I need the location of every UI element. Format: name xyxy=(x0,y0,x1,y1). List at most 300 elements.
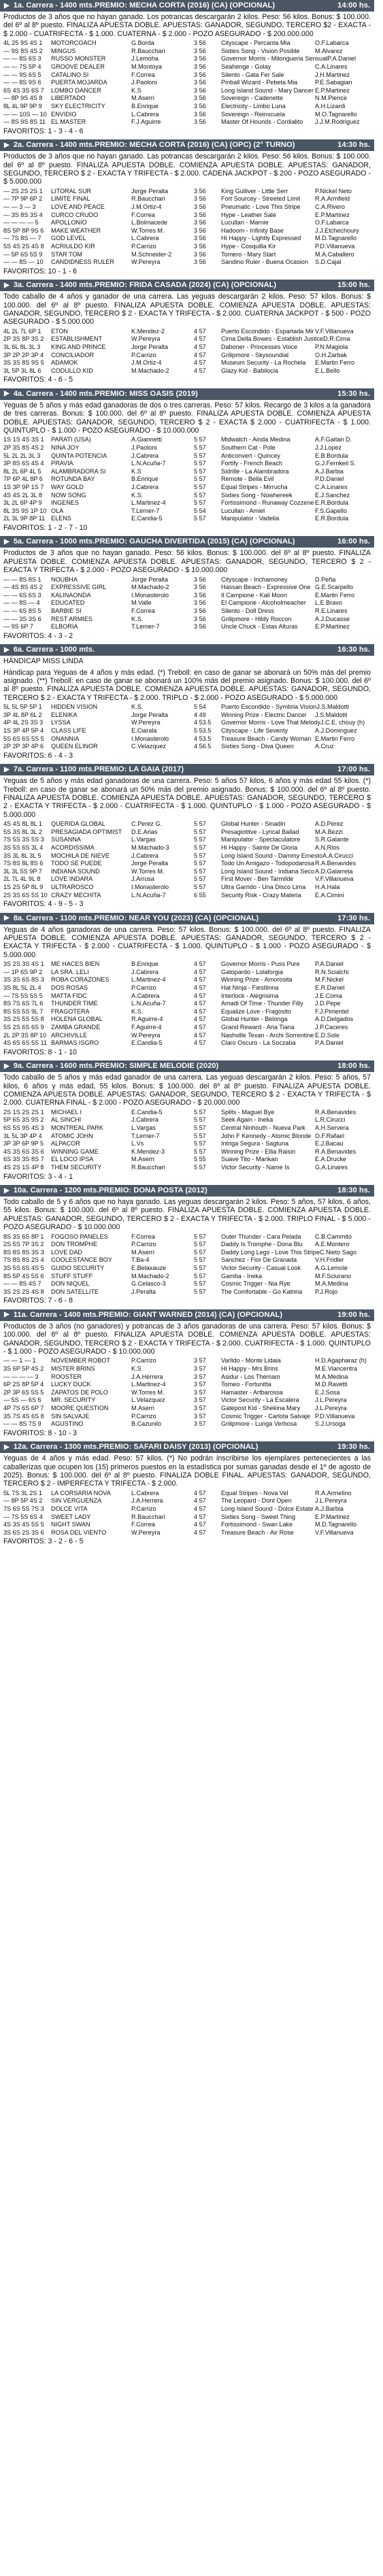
entry-jockey: R.Baucchari xyxy=(131,47,165,54)
entry-form: 8L 2L 6P 4L 5 xyxy=(3,467,41,475)
entry-jockey: L.Cabrera xyxy=(131,1489,159,1496)
entry-form: — — 3S 3S 6 xyxy=(3,615,41,622)
entry-age-weight: 5 57 xyxy=(194,452,206,459)
entry-trainer: R.A.Benavides xyxy=(315,1108,356,1116)
entry-age-weight: 5 57 xyxy=(194,1163,206,1171)
entry-pedigree: Sovereign - Reinscuela xyxy=(221,110,286,118)
entry-pedigree: Fortify - French Beach xyxy=(221,460,282,467)
entry-horse-name: ENVIDIO xyxy=(51,110,77,118)
triangle-right-icon: ▶ xyxy=(4,1443,10,1451)
entry-pedigree: Sovereign - Cadenette xyxy=(221,95,283,102)
entry-form: — 9S 8S 4S 2 xyxy=(3,47,43,54)
entry-pedigree: Gatopardo - Lolaforgia xyxy=(221,968,283,975)
entry-pedigree: Splits - Maguel Bye xyxy=(221,1108,275,1116)
entry-trainer: A.E.Montero xyxy=(315,1241,350,1248)
entry-jockey: D.E.Arias xyxy=(131,828,158,835)
entry-trainer: A.D.Delgados xyxy=(315,1016,354,1023)
entry-horse-name: LOVE INDARA xyxy=(51,875,93,883)
entry-row xyxy=(3,1148,371,1156)
favorites: FAVORITOS: 6 - 4 - 3 xyxy=(3,751,73,760)
entry-jockey: M.Valle xyxy=(131,599,152,607)
entry-trainer: G.A.Linares xyxy=(315,1163,348,1171)
entry-form: 2S 5S 7P 3S 2 xyxy=(3,1241,44,1248)
entry-trainer: S.J.Ursoga xyxy=(315,1420,346,1428)
entry-trainer: R.A.Armelino xyxy=(315,1489,352,1496)
entry-trainer: M.Alvarez xyxy=(315,47,343,54)
entry-horse-name: SIN SALVAJE xyxy=(51,1412,90,1420)
entry-trainer: J.H.Martinez xyxy=(315,71,350,78)
entry-pedigree: Lucullan - Amiel xyxy=(221,507,265,514)
entry-age-weight: 4 57 xyxy=(194,1007,206,1015)
favorites: FAVORITOS: 3 - 2 - 6 - 5 xyxy=(3,1537,84,1546)
entry-form: 5P 6S 3S 9S 2 xyxy=(3,1116,44,1124)
entry-trainer: R.A.Armfield xyxy=(315,195,350,203)
race-header xyxy=(0,280,374,291)
entry-trainer: D.Peña xyxy=(315,575,336,583)
entry-row xyxy=(3,188,371,196)
entry-pedigree: Interlock - Alegrisima xyxy=(221,992,279,999)
race-header xyxy=(0,1185,374,1197)
entry-horse-name: ARCHIVILLE xyxy=(51,1031,88,1039)
entry-age-weight: 3 56 xyxy=(194,102,206,110)
race-block xyxy=(0,388,374,534)
entry-age-weight: 5 57 xyxy=(194,1241,206,1248)
entry-horse-name: LA SRA. LELI xyxy=(51,968,89,975)
entry-age-weight: 5 57 xyxy=(194,460,206,467)
entry-jockey: L.Martinez-4 xyxy=(131,499,166,507)
entry-horse-name: MONTREAL PARK xyxy=(51,1124,103,1131)
entry-horse-name: LIBERTADO xyxy=(51,95,86,102)
entry-row xyxy=(3,492,371,500)
entry-horse-name: PUERTA MOJARDA xyxy=(51,79,107,86)
entry-trainer: E.A.Cimini xyxy=(315,891,344,899)
entry-jockey: A.Cabrera xyxy=(131,992,160,999)
entry-jockey: M.Machado-2 xyxy=(131,1272,169,1279)
entry-age-weight: 5 55 xyxy=(194,1156,206,1163)
entry-pedigree: Master Of Hounds - Cordialito xyxy=(221,118,303,126)
entry-age-weight: 3 57 xyxy=(194,1405,206,1411)
entries-list xyxy=(0,436,374,523)
race-title: 5a. Carrera - 1000 mts.PREMIO: GAUCHA DIVERTIDA (2015) (CA) (OPCIONAL) xyxy=(13,537,295,546)
entry-horse-name: AGUSTINO xyxy=(51,1420,84,1428)
entries-list xyxy=(0,1109,374,1172)
entry-pedigree: Ultra Garrido - Una Disco Lima xyxy=(221,883,306,890)
entry-jockey: Jorge Peralta xyxy=(131,860,169,867)
entry-trainer: D.R.Cima xyxy=(323,335,350,343)
entry-trainer: J.D.Pepe xyxy=(315,1000,341,1007)
entry-form: — 8P 9S 4S 8 xyxy=(3,95,43,102)
entry-form: — — 8S 4S 7 xyxy=(3,1280,41,1288)
entry-age-weight: 3 56 xyxy=(194,63,206,70)
entry-form: 3L 6L 8L 3L 3 xyxy=(3,343,41,350)
entry-row xyxy=(3,1373,371,1382)
entry-form: — 8S 9S 8S 11 xyxy=(3,118,46,126)
entry-trainer: J.L.Pereyra xyxy=(315,1396,347,1404)
entry-jockey: B.Cazunilo xyxy=(131,1420,161,1428)
entry-trainer: E.D.Sole xyxy=(315,1031,339,1039)
entry-age-weight: 5 57 xyxy=(194,444,206,451)
entry-row xyxy=(3,743,371,751)
race-block xyxy=(0,644,374,761)
entry-row xyxy=(3,599,371,607)
entry-jockey: W.Pereyra xyxy=(131,1528,161,1536)
entry-horse-name: DON SATELLITE xyxy=(51,1288,99,1295)
entry-trainer: G.E.Scarpello xyxy=(315,584,354,591)
entry-row xyxy=(3,71,371,80)
entry-trainer: M.D.Tagnarello xyxy=(315,1521,357,1528)
entry-pedigree: Long Island Sound - Dolce Estate xyxy=(221,1505,314,1513)
entry-age-weight: 4 57 xyxy=(194,1521,206,1528)
entry-age-weight: 3 56 xyxy=(194,95,206,102)
entry-trainer: M.A.Medina xyxy=(315,1373,348,1380)
entry-age-weight: 3 56 xyxy=(194,187,206,195)
entry-pedigree: Daddy Is Tromphe - Dona Blu xyxy=(221,1241,303,1248)
entry-form: — 4S 8S 4S 2 xyxy=(3,584,43,591)
entry-trainer: P.Nickel Neto xyxy=(315,187,352,195)
entry-row xyxy=(3,63,371,71)
entry-jockey: F.J.Aguirre xyxy=(131,118,161,126)
entry-row xyxy=(3,1124,371,1133)
race-block xyxy=(0,1309,374,1439)
entry-horse-name: MOCHILA DE NIEVE xyxy=(51,852,110,859)
entry-row xyxy=(3,584,371,592)
entry-form: — — — — 5 xyxy=(3,219,39,227)
entry-trainer: E.J.Sanchez xyxy=(315,491,350,499)
entry-trainer: E.J.Bacau xyxy=(315,1140,344,1148)
entry-row xyxy=(3,219,371,227)
entry-row xyxy=(3,1039,371,1048)
entry-age-weight: 3 56 xyxy=(194,118,206,126)
entry-jockey: B.Enrique xyxy=(131,102,159,110)
entries-list xyxy=(0,703,374,751)
entries-list xyxy=(0,960,374,1048)
entry-form: — — 10S — 10 xyxy=(3,110,47,118)
entry-row xyxy=(3,875,371,884)
entry-form: 7S 8S 8L 8S 6 xyxy=(3,860,44,867)
entry-trainer: A.J.Barbia xyxy=(315,467,344,475)
entry-horse-name: ROOSTER xyxy=(51,1373,82,1380)
entry-age-weight: 4 57 xyxy=(194,1528,206,1536)
triangle-right-icon: ▶ xyxy=(4,914,10,922)
entry-pedigree: Tomeo - Fortunitta xyxy=(221,1381,271,1388)
entry-form: 2P 3P 6S 5S 5 xyxy=(3,1388,44,1396)
entry-age-weight: 3 56 xyxy=(194,79,206,86)
entry-form: — 3S 8S 3S 4 xyxy=(3,211,43,218)
entry-age-weight: 5 57 xyxy=(194,867,206,875)
entry-trainer: P.A.Daniel xyxy=(315,1039,344,1047)
race-time: 15:30 hs. xyxy=(337,389,370,398)
entry-jockey: J.Paoloni xyxy=(131,444,157,451)
entry-row xyxy=(3,1164,371,1172)
entry-horse-name: TODO SE PUEDE xyxy=(51,860,102,867)
entry-form: — 7S 8S — 7 xyxy=(3,235,41,242)
race-time: 19:00 hs. xyxy=(337,1310,370,1319)
entry-jockey: L.N.Acuña-7 xyxy=(131,1000,166,1007)
entry-pedigree: Manipulator - Spectaculatore xyxy=(221,836,301,843)
triangle-right-icon: ▶ xyxy=(4,1186,10,1194)
entry-horse-name: ZAPATOS DE POLO xyxy=(51,1388,108,1396)
race-time: 17:30 hs. xyxy=(337,914,370,922)
entry-row xyxy=(3,436,371,444)
entry-age-weight: 4 57 xyxy=(194,1016,206,1023)
entry-age-weight: 5 57 xyxy=(194,1108,206,1116)
entry-trainer: J.S.Maldotti xyxy=(315,711,348,718)
entry-jockey: K.Mendez-3 xyxy=(131,1148,165,1155)
entry-horse-name: CATALINO SI xyxy=(51,71,89,78)
entry-jockey: L.Cabrera xyxy=(131,235,159,242)
entry-age-weight: 3 56 xyxy=(194,219,206,227)
entry-form: 3S 5S 6S 4S 5 xyxy=(3,1265,44,1271)
entry-pedigree: Todo Un Amigazo - Todopodarosa xyxy=(221,860,314,867)
entry-trainer: A.J.Dominguez xyxy=(315,726,357,734)
entry-form: — — 8S — 10 xyxy=(3,258,44,266)
entry-age-weight: 3 56 xyxy=(194,584,206,591)
entry-row xyxy=(3,79,371,87)
entry-horse-name: ADAMOK xyxy=(51,359,78,367)
entry-age-weight: 4 49 xyxy=(194,711,206,718)
entry-pedigree: Grand Reward - Aria Tiana xyxy=(221,1023,295,1031)
entry-form: 8S 3S 6S 8P 1 xyxy=(3,1233,44,1240)
entry-trainer: R.E.Linares xyxy=(315,607,348,614)
entry-pedigree: Governor Morris - Love That Melody xyxy=(221,719,320,726)
entry-pedigree: Victor Security - La Escalera xyxy=(221,1396,299,1404)
entry-horse-name: ACRIULDO KIR xyxy=(51,242,95,250)
entry-row xyxy=(3,1241,371,1249)
entry-form: 1S 2S 5P 8L 9 xyxy=(3,883,44,890)
entry-trainer: M.D.Ravetti xyxy=(315,1381,348,1388)
entry-form: 3S 6S 2S 3S 6 xyxy=(3,1528,44,1536)
entry-horse-name: KALINAONDA xyxy=(51,591,91,599)
entry-row xyxy=(3,1116,371,1124)
race-subtitle: HÁNDICAP MISS LINDA xyxy=(3,657,84,666)
entry-age-weight: 3 56 xyxy=(194,71,206,78)
entry-trainer: F.J.Pimentel xyxy=(315,1007,349,1015)
entry-row xyxy=(3,992,371,1001)
entry-age-weight: 5 57 xyxy=(194,1140,206,1148)
entry-horse-name: CRAZY MECHITA xyxy=(51,891,101,899)
entry-horse-name: LIMITE FINAL xyxy=(51,195,90,203)
entry-pedigree: Claro Oscuro - La Soczaba xyxy=(221,1039,296,1047)
entry-jockey: M.Aserri xyxy=(131,95,154,102)
entry-trainer: A.N.Rios xyxy=(315,844,339,851)
entry-row xyxy=(3,1140,371,1148)
entry-pedigree: The Leopard - Dont Open xyxy=(221,1497,292,1505)
entry-pedigree: Governor Morris - Puss Pure xyxy=(221,960,300,968)
entry-age-weight: 3 57 xyxy=(194,1357,206,1365)
race-conditions: Productos de 3 años que no hayan ganado. Peso: 56 kilos. Bonus: $ 100.000. del 6º al 8º puesto. FINALIZA APUESTA DOBLE. COMIENZA APUESTA DOBLE. APUESTAS: GANADOR, SEGUNDO, TERCERO $ 2 - EXACTA Y TRIFECTA - $ 2.000 - POZO ASEGURADO - $ 10.000.000 xyxy=(3,549,371,575)
entry-form: — 8P 5P 4S 2 xyxy=(3,1497,43,1505)
race-header xyxy=(0,644,374,656)
entry-horse-name: EL LOCO IPSA xyxy=(51,1156,94,1163)
entry-jockey: J.Arrusa xyxy=(131,875,154,883)
entry-trainer: M.A.Bezzi xyxy=(315,828,343,835)
entry-pedigree: Fort Sourcey - Streeted Limit xyxy=(221,195,301,203)
entry-pedigree: Fortissimond - Swan Lake xyxy=(221,1521,293,1528)
entry-form: 3L 5P 3L 8L 6 xyxy=(3,367,41,374)
entry-form: 3P 8S 6S 4S 4 xyxy=(3,460,44,467)
entry-pedigree: Gatepost Kid - Shekina Mary xyxy=(221,1405,301,1411)
entry-jockey: B.Enrique xyxy=(131,960,159,968)
entry-horse-name: REST ARMIES xyxy=(51,615,93,622)
entry-pedigree: Long Island Sound - Dammy Ernesto xyxy=(221,852,323,859)
entry-jockey: J.Cabrera xyxy=(131,968,159,975)
race-block xyxy=(0,1060,374,1182)
race-conditions: Todo caballo de 4 años y ganador de una carrera. Las yeguas descargarán 2 kilos. Peso: 57 kilos. Bonus: $ 100.000. del 6º al 8º puesto. FINALIZA APUESTA DOBLE. COMIENZA APUESTA DOBLE. APUESTAS: GANADOR, SEGUNDO, TERCERO $ 2 - EXACTA Y TRIFECTA - $ 2.000. CUATERNA JACKPOT - $ 500 - POZO ASEGURADO - $ 5.000.000 xyxy=(3,292,371,327)
triangle-right-icon: ▶ xyxy=(4,646,10,654)
entry-trainer: P.D.Daniel xyxy=(315,475,344,483)
entry-trainer: O.F.Labarca xyxy=(315,39,349,47)
entry-jockey: W.Pereyra xyxy=(131,1031,161,1039)
entry-jockey: K.S. xyxy=(131,615,144,622)
entry-trainer: P.A.Daniel xyxy=(315,960,344,968)
entry-pedigree: Tomero - Mary Start xyxy=(221,250,276,258)
race-title: 2a. Carrera - 1400 mts.PREMIO: MECHA CORTA (2016) (CA) (OPC) (2° TURNO) xyxy=(13,141,295,150)
entry-pedigree: Central Ninhouth - Nueva Park xyxy=(221,1124,305,1131)
entry-pedigree: Seek Again - Ineka xyxy=(221,1116,273,1124)
entry-age-weight: 4 57 xyxy=(194,1505,206,1513)
entry-horse-name: ME HACES BIEN xyxy=(51,960,100,968)
entry-trainer: V.F.Villanueva xyxy=(315,327,354,335)
entry-age-weight: 4 53.5 xyxy=(194,719,212,726)
entry-age-weight: 5 57 xyxy=(194,1288,206,1295)
entry-jockey: F.Correa xyxy=(131,71,155,78)
entry-jockey: W.Torres M. xyxy=(131,1388,165,1396)
entry-row xyxy=(3,203,371,212)
race-title: 6a. Carrera - 1000 mts. xyxy=(13,646,95,654)
entry-jockey: R.Aguirre-4 xyxy=(131,1016,163,1023)
entry-horse-name: DOLCE VITA xyxy=(51,1505,88,1513)
entry-jockey: I.Monasterolo xyxy=(131,735,169,742)
entry-pedigree: Global Hunter - Belonga xyxy=(221,1016,288,1023)
entry-row xyxy=(3,468,371,476)
entry-trainer: E.R.Daniel xyxy=(315,984,345,991)
entry-trainer: H.D.Agapharaz (h) xyxy=(315,1357,367,1365)
entry-jockey: R.Baucchari xyxy=(131,195,165,203)
entry-age-weight: 5 57 xyxy=(194,828,206,835)
entry-pedigree: Hassan Beach - Expressive One xyxy=(221,584,311,591)
entry-row xyxy=(3,836,371,844)
entry-trainer: E.P.Martinez xyxy=(315,623,350,631)
entry-row xyxy=(3,1365,371,1373)
entry-horse-name: EL MASTER xyxy=(51,118,86,126)
entry-pedigree: Equal Stripes - Nova Vel xyxy=(221,1489,288,1496)
race-block xyxy=(0,536,374,641)
entry-jockey: I.Monasterolo xyxy=(131,591,169,599)
race-time: 18:30 hs. xyxy=(337,1186,370,1194)
entry-form: 4S 2S 1S 4P 8 xyxy=(3,1163,44,1171)
race-conditions: Productos de 3 años que no hayan ganado. Las potrancas descargarán 2 kilos. Peso: 56 kilos. Bonus: $ 100.000. del 6º al 8º puesto. FINALIZA APUESTA DOBLE. COMIENZA APUESTA DOBLE. APUESTAS: GANADOR, SEGUNDO, TERCERO $ 2 - EXACTA Y TRIFECTA - $ 2.000. CADENA JACKPOT - $ 200 - POZO ASEGURADO - $ 5.000.000 xyxy=(3,152,371,186)
entry-age-weight: 4 57 xyxy=(194,1031,206,1039)
entry-row xyxy=(3,55,371,63)
entry-horse-name: NOVEMBER ROBOT xyxy=(51,1357,110,1365)
entry-trainer: E.P.Martinez xyxy=(315,86,350,94)
race-title: 7a. Carrera - 1100 mts.PREMIO: LA GAIA (2017) xyxy=(13,765,184,774)
entry-form: — — 3 — 3 xyxy=(3,203,36,210)
entry-form: — 5S — 6S 6 xyxy=(3,1396,41,1404)
favorites: FAVORITOS: 1 - 2 - 7 - 10 xyxy=(3,523,88,532)
entry-row xyxy=(3,1381,371,1389)
entry-form: 4L 2L 7L 6P 1 xyxy=(3,327,41,335)
entry-horse-name: LOVE AND PEACE xyxy=(51,203,105,210)
entry-row xyxy=(3,1265,371,1273)
entry-jockey: T.Lerner-7 xyxy=(131,1132,160,1139)
entry-trainer: M.F.Sciurano xyxy=(315,1272,352,1279)
entry-pedigree: Uncle Chuck - Estas Alturas xyxy=(221,623,298,631)
entry-trainer: M.O.Tagnarello xyxy=(315,110,357,118)
entry-age-weight: 4 57 xyxy=(194,960,206,968)
entry-pedigree: The Comfortable - Go Katrina xyxy=(221,1288,303,1295)
race-time: 14:30 hs. xyxy=(337,141,370,150)
entry-age-weight: 5 57 xyxy=(194,1265,206,1271)
entry-age-weight: 5 57 xyxy=(194,883,206,890)
entry-pedigree: Electricity - Limbo Luna xyxy=(221,102,286,110)
entry-horse-name: LITORAL SUR xyxy=(51,187,92,195)
race-block xyxy=(0,1441,374,1548)
entry-pedigree: Glazy Kid - Babilocia xyxy=(221,367,278,374)
entry-pedigree: Cosmic Trigger - Carlota Salvaje xyxy=(221,1412,310,1420)
entry-row xyxy=(3,829,371,837)
entry-horse-name: MINGUS xyxy=(51,47,76,54)
entry-age-weight: 4 57 xyxy=(194,359,206,367)
entries-list xyxy=(0,328,374,375)
favorites: FAVORITOS: 3 - 4 - 1 xyxy=(3,1172,73,1181)
entry-age-weight: 5 57 xyxy=(194,1248,206,1256)
race-title: 1a. Carrera - 1400 mts.PREMIO: MECHA CORTA (2016) (CA) (OPCIONAL) xyxy=(13,1,276,10)
entry-jockey: F.Correa xyxy=(131,211,155,218)
entry-jockey: L.Cabrera xyxy=(131,110,159,118)
race-time: 15:00 hs. xyxy=(337,281,370,290)
entry-form: 2S 1S 2S 2S 1 xyxy=(3,1108,44,1116)
entry-pedigree: Sixties Song - Diva Queen xyxy=(221,743,294,750)
entry-age-weight: 3 56 xyxy=(194,250,206,258)
entry-trainer: A.J.Barbia xyxy=(315,1505,344,1513)
entries-list xyxy=(0,820,374,899)
entry-row xyxy=(3,735,371,743)
race-header xyxy=(0,0,374,12)
entry-horse-name: THUNDER TIME xyxy=(51,1000,98,1007)
entry-age-weight: 3 56 xyxy=(194,86,206,94)
entry-jockey: L.Martinez-4 xyxy=(131,1381,166,1388)
triangle-right-icon: ▶ xyxy=(4,538,10,546)
race-conditions: Hándicap para Yeguas de 4 años y más edad. (*) Treboll: en caso de ganar se abonará un 50% más del premio asignado. (**) Treboll: en caso de ganar se abonará un 100% más del premio asignado. Bonus: $ 100.000. del 6º al 8º puesto. FINALIZA APUESTA DOBLE. COMIENZA APUESTA DOBLE. APUESTAS: GANADOR, SEGUNDO, TERCERO $ 2 - EXACTA Y TRIFECTA - $ 2.000. TRIPLO - $ 2.000 - POZO ASEGURADO - $ 5.000.000 xyxy=(3,668,371,702)
entry-jockey: P.Carrizo xyxy=(131,1412,156,1420)
entry-form: 3P 4L 8P 6L 2 xyxy=(3,711,42,718)
entry-jockey: T.Lerner-7 xyxy=(131,507,160,514)
entry-trainer: E.B.Bordula xyxy=(315,452,348,459)
entry-form: 8L 3S 9S 1P 10 xyxy=(3,507,47,514)
entry-pedigree: Treasure Beach - Air Rose xyxy=(221,1528,294,1536)
entry-trainer: M.E.Viancentra xyxy=(315,1365,358,1373)
entry-row xyxy=(3,960,371,969)
entry-age-weight: 3 57 xyxy=(194,1412,206,1420)
entry-pedigree: Museum Security - La Rochela xyxy=(221,359,306,367)
race-time: 18:00 hs. xyxy=(337,1062,370,1071)
entry-form: 5S 4S 2S 4S 8 xyxy=(3,242,44,250)
entry-horse-name: FOGOSO PANELES xyxy=(51,1233,108,1240)
entry-horse-name: DON TROMPHE xyxy=(51,1241,98,1248)
entry-form: — 1P 6S 9P 2 xyxy=(3,968,43,975)
entry-row xyxy=(3,1109,371,1117)
entry-row xyxy=(3,852,371,860)
entry-row xyxy=(3,1420,371,1428)
entry-age-weight: 5 53.5 xyxy=(194,726,212,734)
entry-trainer: A.H.Servera xyxy=(315,1124,349,1131)
entry-form: — — 8S 7S 9 xyxy=(3,1420,41,1428)
entry-age-weight: 5 57 xyxy=(194,1116,206,1124)
entry-jockey: M.Machado-2 xyxy=(131,584,169,591)
entry-horse-name: PRAVIA xyxy=(51,460,73,467)
entry-trainer: E.J.Sosa xyxy=(315,1388,340,1396)
